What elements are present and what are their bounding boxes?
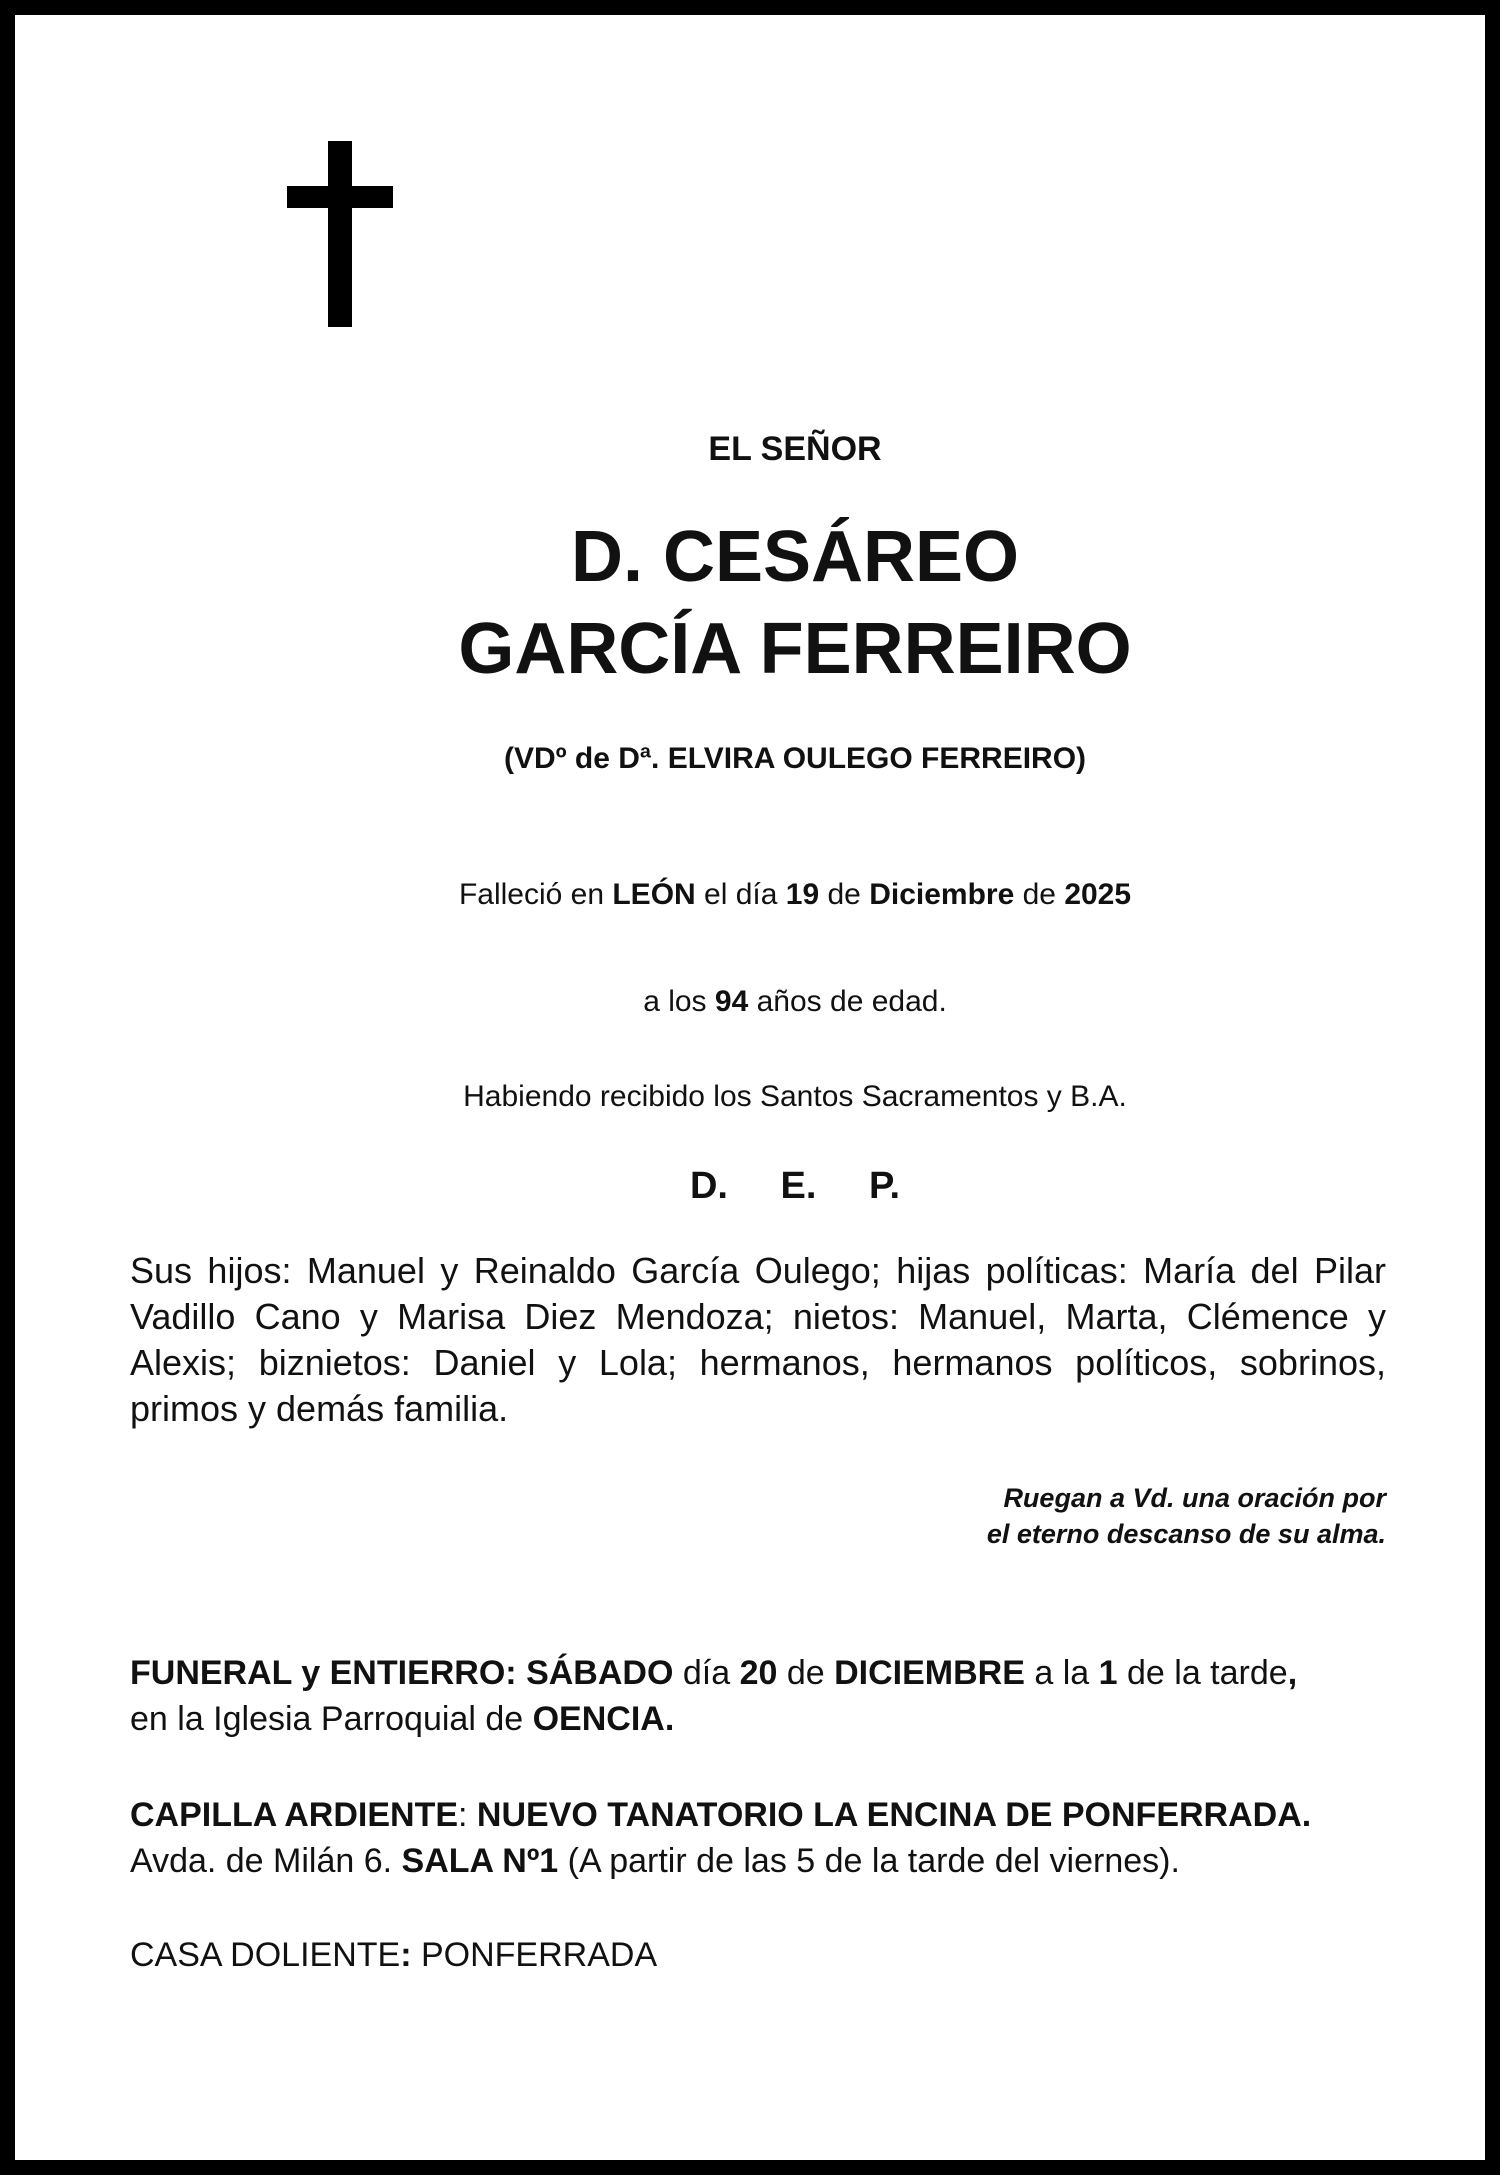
- chapel-info: CAPILLA ARDIENTE: NUEVO TANATORIO LA ENCINA DE PONFERRADA. Avda. de Milán 6. SALA Nº1 (A partir de las 5 de la tarde del viernes).: [130, 1796, 1312, 1880]
- dep-inscription: D. E. P.: [689, 1165, 901, 1207]
- mourning-house: CASA DOLIENTE: PONFERRADA: [130, 1936, 658, 1974]
- page-title: EL SEÑOR: [708, 430, 882, 468]
- funeral-info: FUNERAL y ENTIERRO: SÁBADO día 20 de DICIEMBRE a la 1 de la tarde, en la Iglesia Parroquial de OENCIA.: [130, 1654, 1298, 1738]
- prayer-request: Ruegan a Vd. una oración por el eterno descanso de su alma.: [986, 1483, 1386, 1549]
- cross-icon: [287, 141, 393, 327]
- sacraments-note: Habiendo recibido los Santos Sacramentos y B.A.: [463, 1080, 1127, 1113]
- age-notice: a los 94 años de edad.: [643, 985, 947, 1018]
- family-list: Sus hijos: Manuel y Reinaldo García Oulego; hijas políticas: María del Pilar Vadillo Cano y Marisa Diez Mendoza; nietos: Manuel, Marta, Clémence y Alexis; biznietos: Daniel y Lola; hermanos, hermanos políticos, sobrinos, primos y demás familia.: [130, 1250, 1386, 1429]
- spouse-note: (VDº de Dª. ELVIRA OULEGO FERREIRO): [503, 742, 1087, 775]
- deceased-name-line2: GARCÍA FERREIRO: [458, 609, 1132, 689]
- death-notice: Falleció en LEÓN el día 19 de Diciembre de 2025: [458, 878, 1132, 911]
- deceased-name-line1: D. CESÁREO: [570, 517, 1020, 597]
